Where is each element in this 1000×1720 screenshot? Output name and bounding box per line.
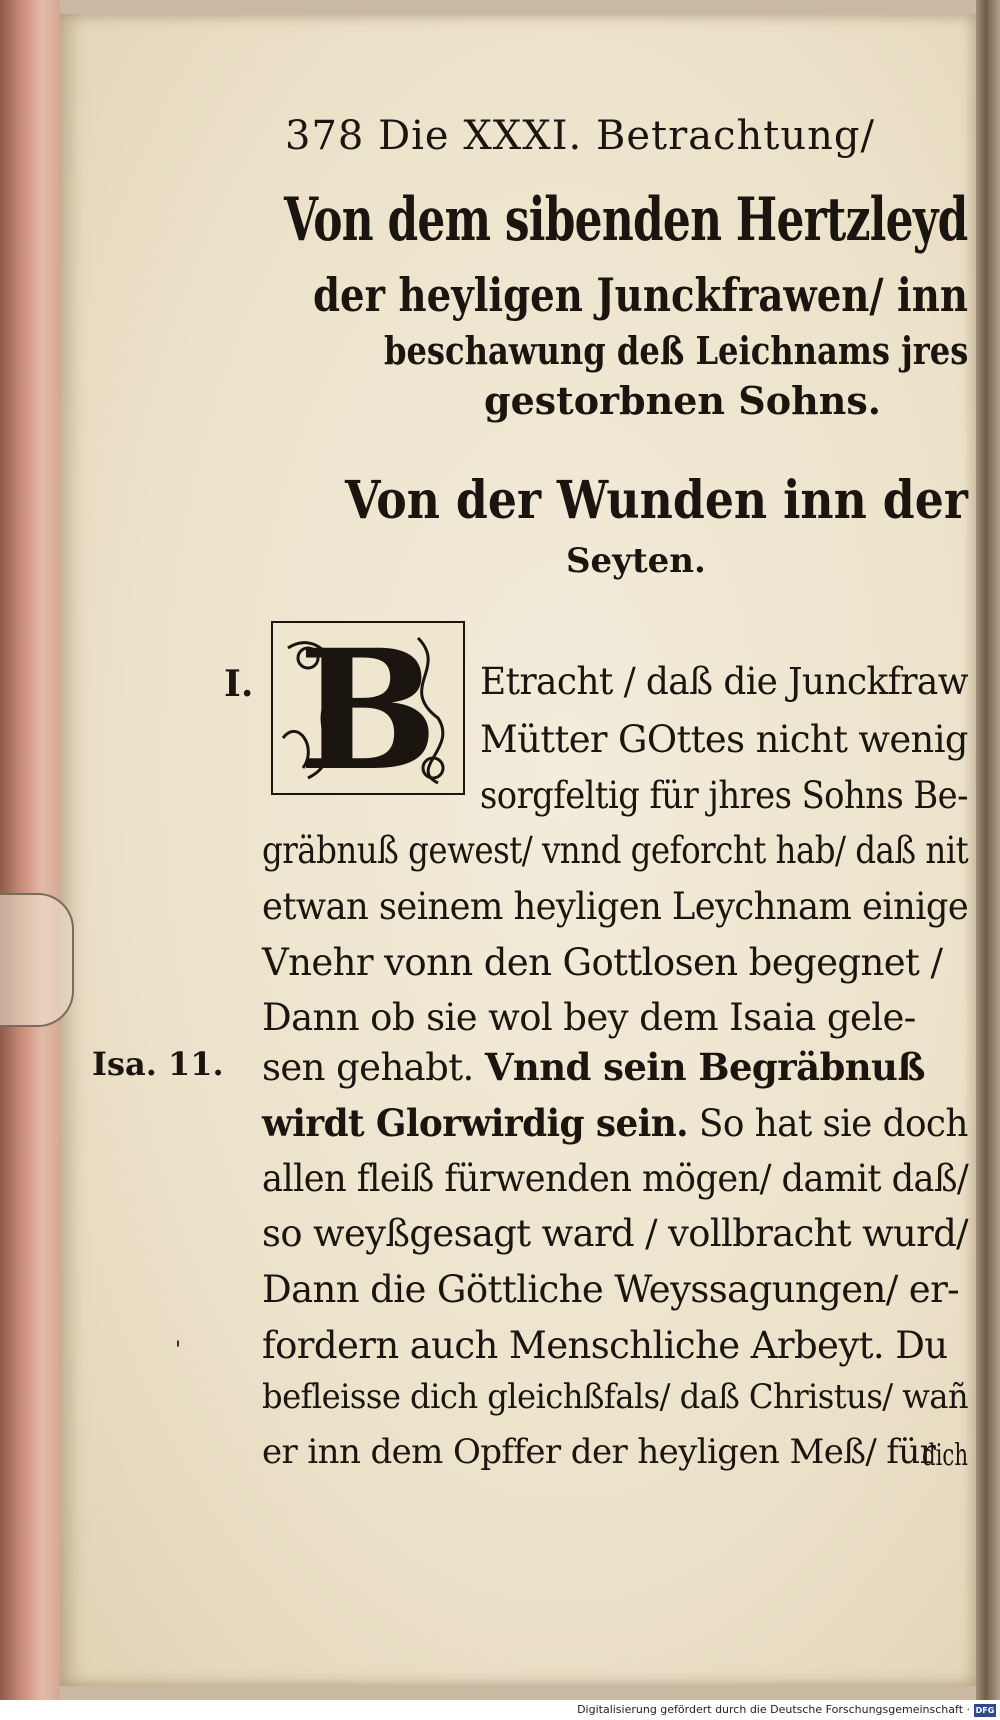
body-line-8-quote: Vnnd sein Begräbnuß: [484, 1045, 925, 1089]
footer-credit: Digitalisierung gefördert durch die Deutsche Forschungsgemeinschaft ·: [577, 1703, 970, 1716]
chapter-title-line-3: beschawung deß Leichnams jres: [384, 328, 969, 373]
body-line-13: fordern auch Menschliche Arbeyt. Du: [262, 1324, 948, 1367]
body-line-6: Vnehr vonn den Gottlosen begegnet /: [262, 941, 943, 984]
margin-note: Isa. 11.: [92, 1045, 224, 1083]
body-line-8-text: sen gehabt.: [262, 1046, 485, 1089]
body-line-14: befleisse dich gleichßfals/ daß Christus/ wañ: [262, 1377, 969, 1417]
ornament-initial-icon: [268, 618, 468, 798]
body-line-1: Etracht / daß die Junckfraw: [480, 660, 968, 703]
body-line-3: sorgfeltig für jhres Sohns Be-: [480, 774, 968, 817]
body-line-8: [262, 1045, 925, 1089]
chapter-title-line-4: gestorbnen Sohns.: [484, 378, 881, 423]
dfg-logo-icon: DFG: [975, 1706, 995, 1715]
drop-cap-letter: B: [298, 618, 438, 798]
body-line-9-text: So hat sie doch: [688, 1102, 968, 1145]
body-line-4: gräbnuß gewest/ vnnd geforcht hab/ daß nit: [262, 829, 969, 872]
chapter-title-line-2: der heyligen Junckfrawen/ inn: [313, 268, 968, 322]
body-line-7: Dann ob sie wol bey dem Isaia gele-: [262, 996, 916, 1039]
body-line-12: Dann die Göttliche Weyssagungen/ er-: [262, 1268, 960, 1311]
section-title-line-1: Von der Wunden inn der: [345, 470, 968, 531]
catchword: dich: [922, 1438, 969, 1473]
body-line-11: so weyßgesagt ward / vollbracht wurd/: [262, 1212, 969, 1255]
book-spine-edge: [0, 0, 60, 1700]
section-title-line-2: Seyten.: [566, 541, 706, 581]
running-head: 378 Die XXXI. Betrachtung/: [285, 113, 875, 159]
decorated-initial: [268, 618, 468, 798]
body-line-10: allen fleiß fürwenden mögen/ damit daß/: [262, 1157, 969, 1200]
body-line-9: [262, 1101, 968, 1145]
margin-tick: ': [175, 1338, 182, 1363]
body-line-15: er inn dem Opffer der heyligen Meß/ für: [262, 1432, 936, 1472]
body-line-5: etwan seinem heyligen Leychnam einige: [262, 885, 969, 928]
book-fore-edge: [976, 0, 1000, 1700]
bookmark-tab: [0, 893, 74, 1027]
section-number: I.: [224, 663, 254, 705]
body-line-9-quote: wirdt Glorwirdig sein.: [262, 1101, 689, 1145]
body-line-2: Mütter GOttes nicht wenig: [480, 718, 968, 761]
chapter-title-line-1: Von dem sibenden Hertzleyd: [284, 185, 968, 255]
